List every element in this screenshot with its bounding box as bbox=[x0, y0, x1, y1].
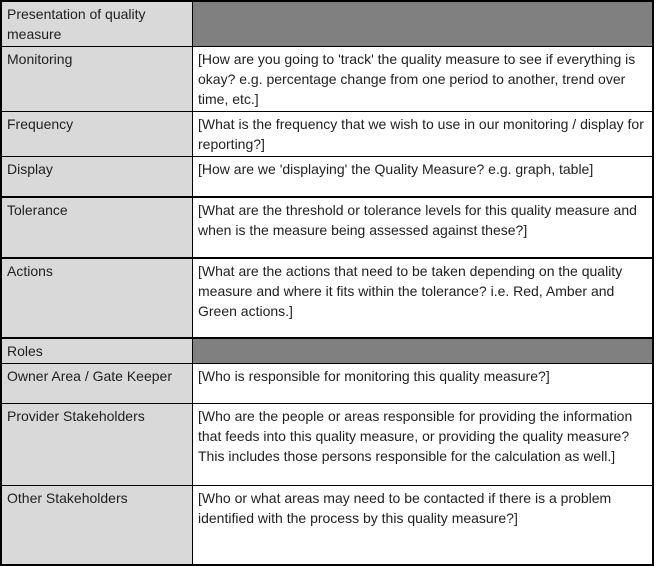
header-band-cell-roles bbox=[193, 338, 654, 364]
label-cell-provider-stakeholders: Provider Stakeholders bbox=[1, 403, 193, 485]
row-display bbox=[1, 157, 653, 197]
row-roles bbox=[1, 338, 653, 364]
row-other-stakeholders bbox=[1, 485, 653, 565]
row-frequency bbox=[1, 112, 653, 157]
desc-cell-display: [How are we 'displaying' the Quality Measure? e.g. graph, table] bbox=[193, 157, 654, 197]
desc-cell-actions: [What are the actions that need to be taken depending on the quality measure and where it fits within the tolerance? i.e. Red, Amber and Green actions.] bbox=[193, 258, 654, 338]
label-cell-other-stakeholders: Other Stakeholders bbox=[1, 485, 193, 565]
desc-cell-owner-area-gate-keeper: [Who is responsible for monitoring this quality measure?] bbox=[193, 363, 654, 403]
row-presentation-of-quality-measure bbox=[1, 1, 653, 47]
label-cell-tolerance: Tolerance bbox=[1, 197, 193, 258]
label-cell-display: Display bbox=[1, 157, 193, 197]
desc-cell-provider-stakeholders: [Who are the people or areas responsible for providing the information that feeds into this quality measure, or providing the quality measure? This includes those persons responsible for the calculation as well.] bbox=[193, 403, 654, 485]
desc-cell-monitoring: [How are you going to 'track' the quality measure to see if everything is okay? e.g. percentage change from one period to another, trend over time, etc.] bbox=[193, 47, 654, 112]
row-monitoring bbox=[1, 47, 653, 112]
label-cell-presentation-of-quality-measure: Presentation of quality measure bbox=[1, 1, 193, 47]
label-cell-actions: Actions bbox=[1, 258, 193, 338]
header-band-cell-presentation bbox=[193, 1, 654, 47]
label-cell-owner-area-gate-keeper: Owner Area / Gate Keeper bbox=[1, 363, 193, 403]
row-owner-area-gate-keeper bbox=[1, 363, 653, 403]
row-tolerance bbox=[1, 197, 653, 258]
label-cell-roles: Roles bbox=[1, 338, 193, 364]
row-actions bbox=[1, 258, 653, 338]
desc-cell-frequency: [What is the frequency that we wish to use in our monitoring / display for reporting?] bbox=[193, 112, 654, 157]
label-cell-frequency: Frequency bbox=[1, 112, 193, 157]
label-cell-monitoring: Monitoring bbox=[1, 47, 193, 112]
desc-cell-tolerance: [What are the threshold or tolerance levels for this quality measure and when is the measure being assessed against these?] bbox=[193, 197, 654, 258]
row-provider-stakeholders bbox=[1, 403, 653, 485]
desc-cell-other-stakeholders: [Who or what areas may need to be contacted if there is a problem identified with the process by this quality measure?] bbox=[193, 485, 654, 565]
